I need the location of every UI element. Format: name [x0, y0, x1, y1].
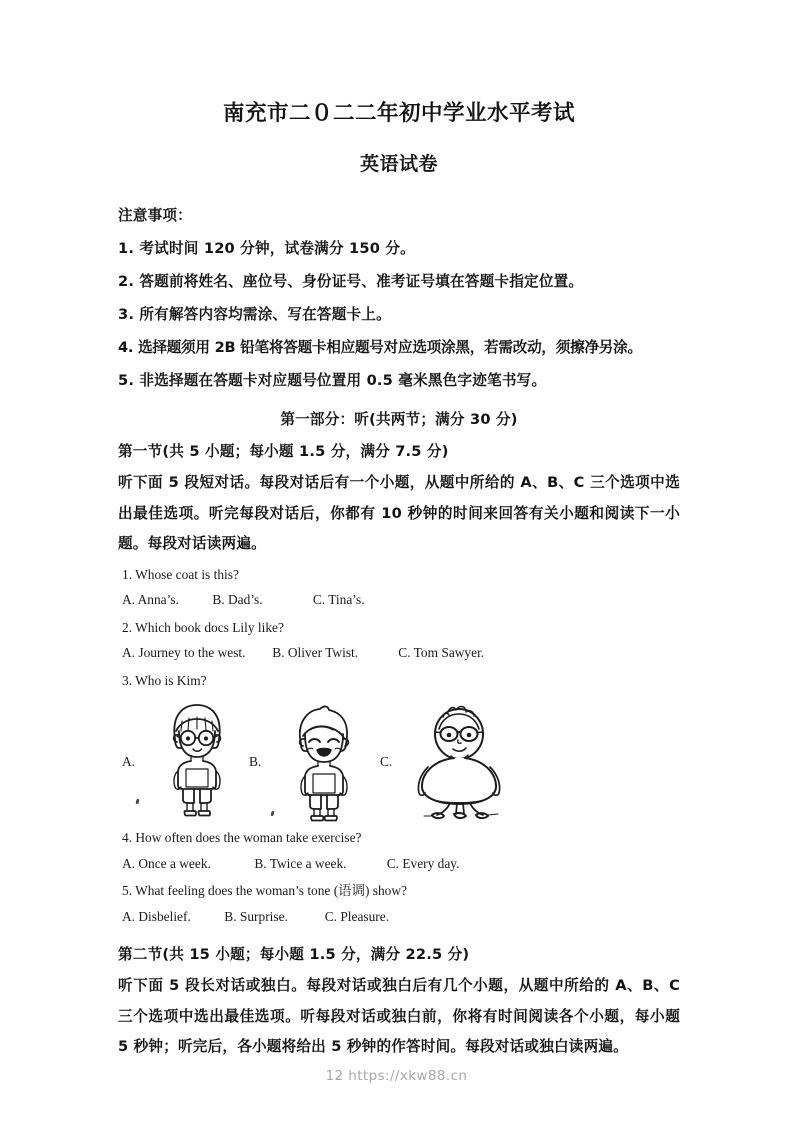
- scan-speck: [270, 811, 274, 816]
- notice-item-5: 5. 非选择题在答题卡对应题号位置用 0.5 毫米黑色字迹笔书写。: [118, 372, 547, 389]
- figure-boy-with-glasses-bowl-haircut[interactable]: [158, 701, 236, 826]
- figure-chubby-person-with-glasses[interactable]: [410, 703, 508, 828]
- section-two-instructions: 听下面 5 段长对话或独白。每段对话或独白后有几个小题，从题中所给的 A、B、C 三个选项中选出最佳选项。听每段对话或独白前，你将有时间阅读各个小题，每小题 5 秒钟；听完后，各小题将给出 5 秒钟的作答时间。每段对话或独白读两遍。: [118, 977, 680, 1055]
- notice-heading: 注意事项：: [118, 207, 192, 224]
- scan-speck: [135, 799, 139, 804]
- page-subtitle: 英语试卷: [359, 153, 438, 175]
- question-4-stem: 4. How often does the woman take exercise?: [122, 830, 362, 845]
- section-one-instructions: 听下面 5 段短对话。每段对话后有一个小题，从题中所给的 A、B、C 三个选项中选出最佳选项。听完每段对话后，你都有 10 秒钟的时间来回答有关小题和阅读下一小题。每段对话读两遍。: [118, 474, 680, 552]
- question-3-stem: 3. Who is Kim?: [122, 672, 207, 688]
- question-3-option-b-label[interactable]: B.: [249, 754, 262, 769]
- question-3-option-c-label[interactable]: C.: [380, 754, 393, 769]
- question-3-picture-options: [118, 701, 680, 823]
- question-4-options[interactable]: A. Once a week. B. Twice a week. C. Every day.: [122, 855, 460, 871]
- page-title: 南充市二０二二年初中学业水平考试: [222, 101, 575, 126]
- question-3-option-a-label[interactable]: A.: [122, 754, 136, 769]
- section-two-heading: 第二节(共 15 小题；每小题 1.5 分，满分 22.5 分): [118, 946, 470, 963]
- footer-watermark: 12 https://xkw88.cn: [325, 1068, 468, 1084]
- notice-item-2: 2. 答题前将姓名、座位号、身份证号、准考证号填在答题卡指定位置。: [118, 273, 584, 290]
- notice-item-3: 3. 所有解答内容均需涂、写在答题卡上。: [118, 306, 391, 323]
- question-1-options[interactable]: A. Anna’s. B. Dad’s. C. Tina’s.: [122, 592, 365, 607]
- question-2-stem: 2. Which book docs Lily like?: [122, 619, 284, 635]
- question-5-stem: 5. What feeling does the woman’s tone (语调) show?: [122, 883, 407, 898]
- notice-item-1: 1. 考试时间 120 分钟，试卷满分 150 分。: [118, 240, 415, 257]
- figure-smiling-boy-spiky-hair[interactable]: [284, 704, 364, 831]
- section-one-heading: 第一节(共 5 小题；每小题 1.5 分，满分 7.5 分): [118, 443, 449, 460]
- notice-item-4: 4. 选择题须用 2B 铅笔将答题卡相应题号对应选项涂黑，若需改动，须擦净另涂。: [118, 339, 642, 356]
- part-one-title: 第一部分：听(共两节；满分 30 分): [280, 411, 518, 428]
- page-content: [118, 0, 680, 1063]
- question-1-stem: 1. Whose coat is this?: [122, 566, 239, 582]
- question-2-options[interactable]: A. Journey to the west. B. Oliver Twist. C. Tom Sawyer.: [122, 645, 485, 660]
- question-5-options[interactable]: A. Disbelief. B. Surprise. C. Pleasure.: [122, 908, 390, 924]
